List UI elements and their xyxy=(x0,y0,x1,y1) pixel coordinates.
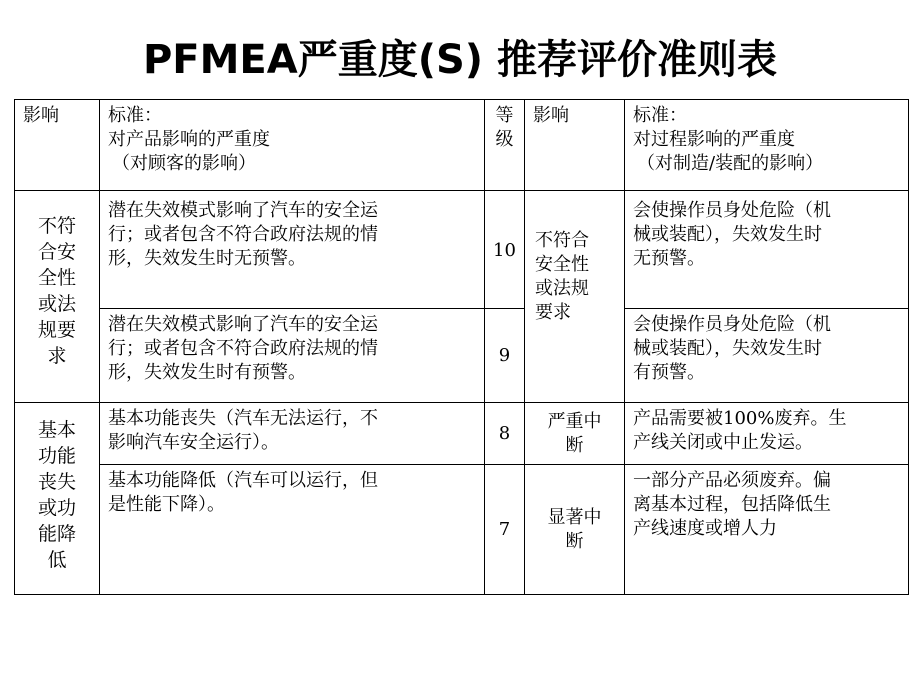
table-row xyxy=(15,191,909,309)
impact-process-cell xyxy=(525,403,625,465)
impact-line: 不符 xyxy=(37,215,76,237)
header-criteria-process-line: 标准： xyxy=(633,105,687,126)
impact-line: 规要 xyxy=(37,319,76,341)
impact-process-safety xyxy=(525,191,625,403)
criteria-line: 形，失效发生时有预警。 xyxy=(108,362,306,383)
impact-line: 严重中 xyxy=(547,410,602,432)
header-criteria-customer xyxy=(100,100,485,191)
criteria-customer-cell xyxy=(100,403,485,465)
impact-line: 全性 xyxy=(37,267,76,289)
impact-line: 或法规 xyxy=(535,277,589,299)
header-criteria-process-line: （对制造/装配的影响） xyxy=(637,153,824,174)
impact-line: 安全性 xyxy=(535,253,589,275)
criteria-line: 会使操作员身处危险（机 xyxy=(633,314,831,335)
header-impact-process: 影响 xyxy=(525,100,625,191)
impact-line: 显著中 xyxy=(547,506,602,528)
impact-line: 要求 xyxy=(535,301,571,323)
table-row xyxy=(15,465,909,595)
criteria-line: 潜在失效模式影响了汽车的安全运 xyxy=(108,314,378,335)
criteria-process-cell xyxy=(625,309,909,403)
criteria-customer-cell xyxy=(100,465,485,595)
criteria-line: 行；或者包含不符合政府法规的情 xyxy=(108,338,378,359)
criteria-line: 产线关闭或中止发运。 xyxy=(633,432,813,453)
criteria-process-cell xyxy=(625,465,909,595)
impact-customer-function xyxy=(15,403,100,595)
impact-process-cell xyxy=(525,465,625,595)
criteria-line: 行；或者包含不符合政府法规的情 xyxy=(108,224,378,245)
impact-line: 断 xyxy=(565,434,584,456)
header-criteria-process xyxy=(625,100,909,191)
header-criteria-customer-line: （对顾客的影响） xyxy=(112,153,256,174)
impact-customer-safety xyxy=(15,191,100,403)
header-criteria-customer-line: 对产品影响的严重度 xyxy=(108,129,270,150)
criteria-line: 形，失效发生时无预警。 xyxy=(108,248,306,269)
criteria-line: 影响汽车安全运行）。 xyxy=(108,432,279,453)
impact-line: 或功 xyxy=(37,497,76,519)
impact-line: 断 xyxy=(565,530,584,552)
rank-cell: 7 xyxy=(485,465,525,595)
impact-line: 不符合 xyxy=(535,229,589,251)
impact-line: 或法 xyxy=(37,293,76,315)
impact-line: 求 xyxy=(47,345,67,367)
table-row xyxy=(15,403,909,465)
rank-cell: 9 xyxy=(485,309,525,403)
rank-cell: 8 xyxy=(485,403,525,465)
rank-cell: 10 xyxy=(485,191,525,309)
impact-line: 合安 xyxy=(37,241,76,263)
criteria-customer-cell xyxy=(100,309,485,403)
header-rank-line: 级 xyxy=(495,129,514,150)
criteria-line: 无预警。 xyxy=(633,248,705,269)
impact-line: 丧失 xyxy=(37,471,76,493)
header-impact-customer: 影响 xyxy=(15,100,100,191)
impact-line: 能降 xyxy=(37,523,76,545)
severity-criteria-table xyxy=(14,99,909,595)
criteria-line: 是性能下降）。 xyxy=(108,494,225,515)
table-row xyxy=(15,309,909,403)
header-criteria-process-line: 对过程影响的严重度 xyxy=(633,129,795,150)
criteria-line: 产品需要被100%废弃。生 xyxy=(633,408,847,429)
criteria-line: 一部分产品必须废弃。偏 xyxy=(633,470,831,491)
impact-line: 基本 xyxy=(37,419,76,441)
criteria-customer-cell xyxy=(100,191,485,309)
criteria-line: 产线速度或增人力 xyxy=(633,518,777,539)
page-title: PFMEA严重度(S) 推荐评价准则表 xyxy=(142,37,778,83)
impact-line: 低 xyxy=(47,549,67,571)
criteria-line: 械或装配），失效发生时 xyxy=(633,338,822,359)
impact-line: 功能 xyxy=(37,445,76,467)
header-rank xyxy=(485,100,525,191)
criteria-process-cell xyxy=(625,191,909,309)
criteria-line: 基本功能降低（汽车可以运行，但 xyxy=(108,470,378,491)
criteria-process-cell xyxy=(625,403,909,465)
criteria-line: 潜在失效模式影响了汽车的安全运 xyxy=(108,200,378,221)
header-rank-line: 等 xyxy=(495,105,514,126)
criteria-line: 会使操作员身处危险（机 xyxy=(633,200,831,221)
table-header-row xyxy=(15,100,909,191)
criteria-line: 基本功能丧失（汽车无法运行，不 xyxy=(108,408,378,429)
criteria-line: 离基本过程，包括降低生 xyxy=(633,494,831,515)
criteria-line: 有预警。 xyxy=(633,362,705,383)
header-criteria-customer-line: 标准： xyxy=(108,105,162,126)
criteria-line: 械或装配），失效发生时 xyxy=(633,224,822,245)
